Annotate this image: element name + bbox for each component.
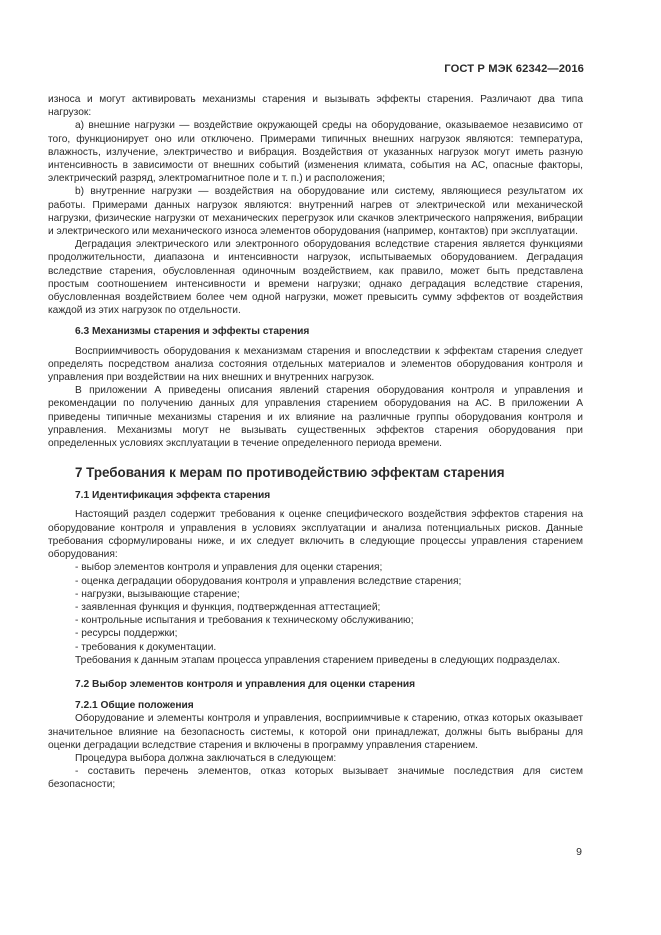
paragraph: Восприимчивость оборудования к механизмам старения и впоследствии к эффектам старения следует определять посредством анализа состояния отдельных материалов и элементов оборудования контроля и управления при воздействии на них внешних и внутренних нагрузок. <box>48 345 583 384</box>
paragraph: - составить перечень элементов, отказ которых вызывает значимые последствия для систем безопасности; <box>48 766 583 791</box>
paragraph: Процедура выбора должна заключаться в следующем: <box>75 752 337 764</box>
section-heading-7-1: 7.1 Идентификация эффекта старения <box>75 490 271 502</box>
list-item: - оценка деградации оборудования контроля и управления вследствие старения; <box>75 575 462 587</box>
list-item: - заявленная функция и функция, подтвержденная аттестацией; <box>75 601 381 613</box>
paragraph: а) внешние нагрузки — воздействие окружающей среды на оборудование, оказываемое независимо от того, функционирует оно или отключено. Примерами типичных внешних нагрузок являются: температура, влажность, излучение, электричество и вибрация. Воздействия от указанных нагрузок могут иметь разную интенсивность в зависимости от внешних событий (изменения климата, события на АС, опасные факторы, электрический разряд, электромагнитное поле и т. п.) и расположения; <box>48 120 583 185</box>
section-heading-7-2-1: 7.2.1 Общие положения <box>75 700 194 712</box>
page-number: 9 <box>576 846 582 858</box>
paragraph: b) внутренние нагрузки — воздействия на оборудование или систему, являющиеся результатом их работы. Примерами данных нагрузок являются: внутренний нагрев от электрической или механической нагрузки, физические нагрузки от механических перегрузок или скачков электрического напряжения, вибрации и электрического или механического износа элементов оборудования (например, контактов) при эксплуатации. <box>48 186 583 238</box>
list-item: - нагрузки, вызывающие старение; <box>75 588 240 600</box>
section-heading-7: 7 Требования к мерам по противодействию эффектам старения <box>75 465 505 481</box>
paragraph: Настоящий раздел содержит требования к оценке специфического воздействия эффектов старения на оборудование контроля и управления в условиях эксплуатации и анализа потенциальных рисков. Данные требования сформулированы ниже, и их следует включить в следующие процессы управления старением оборудования: <box>48 509 583 561</box>
section-heading-7-2: 7.2 Выбор элементов контроля и управления для оценки старения <box>75 678 416 690</box>
list-item: - требования к документации. <box>75 641 217 653</box>
paragraph: Требования к данным этапам процесса управления старением приведены в следующих подразделах. <box>75 654 561 666</box>
body-text <box>48 93 583 792</box>
paragraph: Оборудование и элементы контроля и управления, восприимчивые к старению, отказ которых оказывает значительное влияние на безопасность системы, к которой они принадлежат, должны быть выбраны для оценки деградации вследствие старения и включены в программу управления старением. <box>48 713 583 751</box>
section-heading-6-3: 6.3 Механизмы старения и эффекты старения <box>75 326 310 338</box>
paragraph: износа и могут активировать механизмы старения и вызывать эффекты старения. Различают два типа нагрузок: <box>48 94 583 119</box>
paragraph: Деградация электрического или электронного оборудования вследствие старения является функциями продолжительности, диапазона и интенсивности нагрузок, испытываемых оборудованием. Деградация вследствие старения, обусловленная одиночным воздействием, как правило, может быть представлена простым соотношением интенсивности и времени нагрузки; однако деградация вследствие старения, обусловленная воздействием более чем одной нагрузки, может превысить сумму эффектов от воздействия каждой из этих нагрузок по отдельности. <box>48 239 583 317</box>
document-id: ГОСТ Р МЭК 62342—2016 <box>444 63 584 75</box>
list-item: - ресурсы поддержки; <box>75 628 178 640</box>
paragraph: В приложении А приведены описания явлений старения оборудования контроля и управления и рекомендации по получению данных для управления старением оборудования на АС. В приложении А приведены типичные механизмы старения и их влияние на различные группы оборудования контроля и управления. Механизмы могут не вызывать существенных эффектов старения оборудования при определенных условиях эксплуатации в течение определенного периода времени. <box>48 385 583 450</box>
list-item: - выбор элементов контроля и управления для оценки старения; <box>75 562 383 574</box>
list-item: - контрольные испытания и требования к техническому обслуживанию; <box>75 615 414 627</box>
